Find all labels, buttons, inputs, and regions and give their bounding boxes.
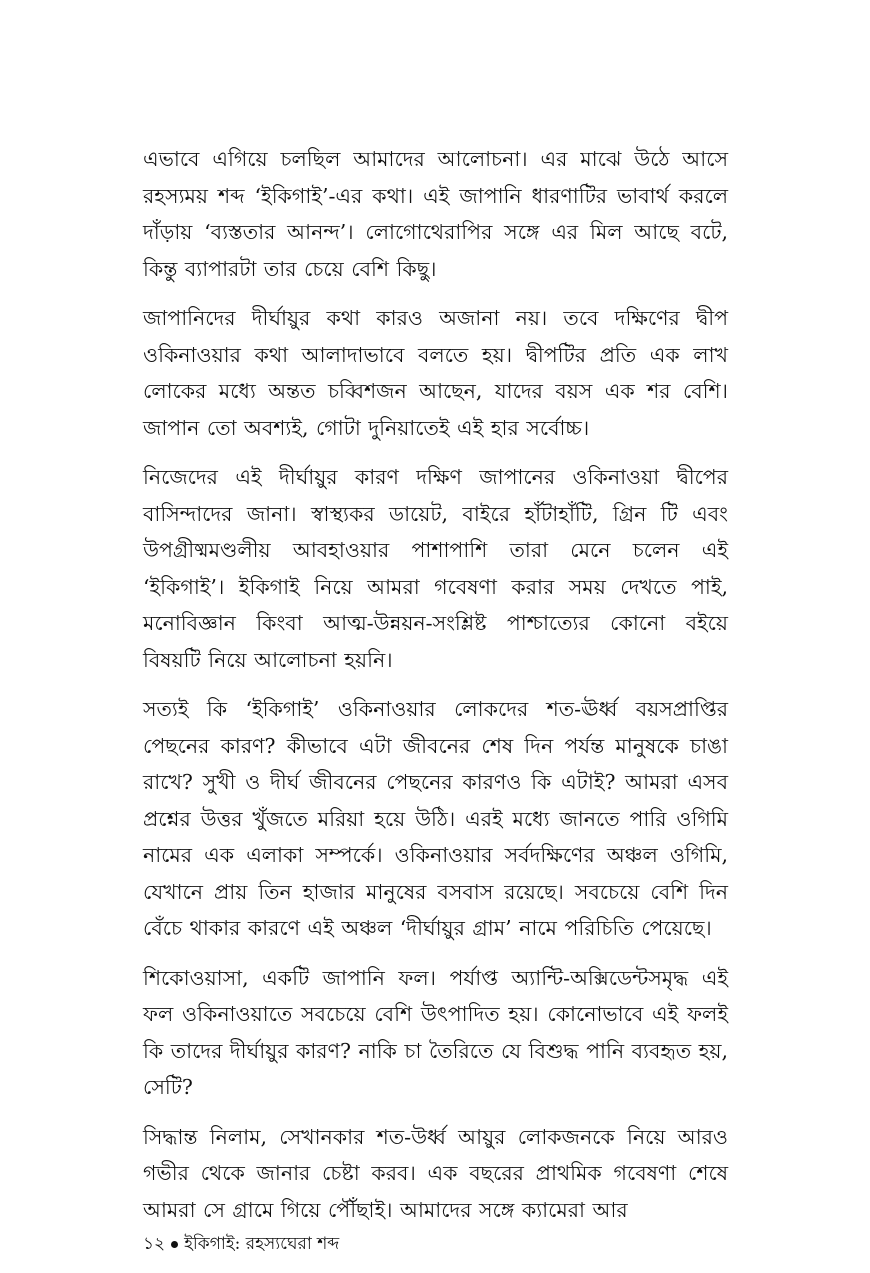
- page-footer: [143, 1232, 339, 1256]
- paragraph-1: এভাবে এগিয়ে চলছিল আমাদের আলোচনা। এর মাঝে উঠে আসে রহস্যময় শব্দ ‘ইকিগাই’-এর কথা। এই জাপানি ধারণাটির ভাবার্থ করলে দাঁড়ায় ‘ব্যস্ততার আনন্দ’। লোগোথেরাপির সঙ্গে এর মিল আছে বটে, কিন্তু ব্যাপারটা তার চেয়ে বেশি কিছু।: [143, 147, 728, 281]
- bullet-dot-icon: [171, 1241, 178, 1248]
- paragraph-2: জাপানিদের দীর্ঘায়ুর কথা কারও অজানা নয়। তবে দক্ষিণের দ্বীপ ওকিনাওয়ার কথা আলাদাভাবে বলতে হয়। দ্বীপটির প্রতি এক লাখ লোকের মধ্যে অন্তত চব্বিশজন আছেন, যাদের বয়স এক শর বেশি। জাপান তো অবশ্যই, গোটা দুনিয়াতেই এই হার সর্বোচ্চ।: [143, 306, 728, 440]
- paragraph-6: সিদ্ধান্ত নিলাম, সেখানকার শত-উর্ধ্ব আয়ুর লোকজনকে নিয়ে আরও গভীর থেকে জানার চেষ্টা করব। এক বছরের প্রাথমিক গবেষণা শেষে আমরা সে গ্রামে গিয়ে পৌঁছাই। আমাদের সঙ্গে ক্যামেরা আর: [143, 1124, 728, 1222]
- running-title: ইকিগাই: রহস্যঘেরা শব্দ: [184, 1234, 340, 1254]
- paragraph-3: নিজেদের এই দীর্ঘায়ুর কারণ দক্ষিণ জাপানের ওকিনাওয়া দ্বীপের বাসিন্দাদের জানা। স্বাস্থ্যকর ডায়েট, বাইরে হাঁটাহাঁটি, গ্রিন টি এবং উপগ্রীষ্মমণ্ডলীয় আবহাওয়ার পাশাপাশি তারা মেনে চলেন এই ‘ইকিগাই’। ইকিগাই নিয়ে আমরা গবেষণা করার সময় দেখতে পাই, মনোবিজ্ঞান কিংবা আত্ম-উন্নয়ন-সংশ্লিষ্ট পাশ্চাত্যের কোনো বইয়ে বিষয়টি নিয়ে আলোচনা হয়নি।: [143, 465, 728, 672]
- page-number: ১২: [143, 1234, 166, 1254]
- paragraph-5: শিকোওয়াসা, একটি জাপানি ফল। পর্যাপ্ত অ্যান্টি-অক্সিডেন্টসমৃদ্ধ এই ফল ওকিনাওয়াতে সবচেয়ে বেশি উৎপাদিত হয়। কোনোভাবে এই ফলই কি তাদের দীর্ঘায়ুর কারণ? নাকি চা তৈরিতে যে বিশুদ্ধ পানি ব্যবহৃত হয়, সেটি?: [143, 965, 728, 1099]
- page-body: [143, 141, 728, 1241]
- paragraph-4: সত্যই কি ‘ইকিগাই’ ওকিনাওয়ার লোকদের শত-ঊর্ধ্ব বয়সপ্রাপ্তির পেছনের কারণ? কীভাবে এটা জীবনের শেষ দিন পর্যন্ত মানুষকে চাঙা রাখে? সুখী ও দীর্ঘ জীবনের পেছনের কারণও কি এটাই? আমরা এসব প্রশ্নের উত্তর খুঁজতে মরিয়া হয়ে উঠি। এরই মধ্যে জানতে পারি ওগিমি নামের এক এলাকা সম্পর্কে। ওকিনাওয়ার সর্বদক্ষিণের অঞ্চল ওগিমি, যেখানে প্রায় তিন হাজার মানুষের বসবাস রয়েছে। সবচেয়ে বেশি দিন বেঁচে থাকার কারণে এই অঞ্চল ‘দীর্ঘায়ুর গ্রাম’ নামে পরিচিতি পেয়েছে।: [143, 697, 728, 940]
